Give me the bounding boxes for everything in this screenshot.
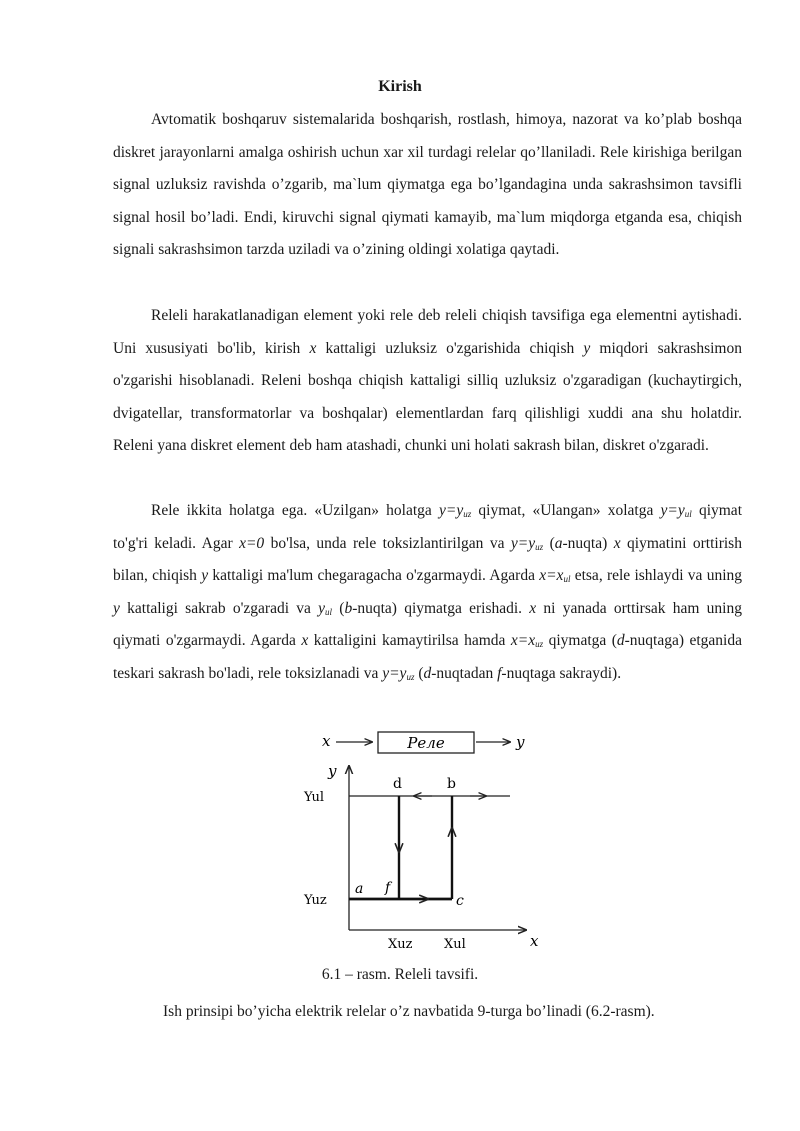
relay-block-label: Реле: [407, 734, 445, 752]
xul-label: Xul: [444, 937, 466, 952]
point-d-label: d: [393, 776, 402, 792]
page-title: Kirish: [378, 78, 422, 95]
y-axis-label: y: [328, 762, 337, 780]
paragraph-types: Ish prinsipi bo’yicha elektrik relelar o’z navbatida 9-turga bo’linadi (6.2-rasm).: [163, 1003, 655, 1020]
block-input-label: x: [322, 732, 331, 750]
paragraph-states: Rele ikkita holatga ega. «Uzilgan» holatga $y=y_{uz}$ qiymat, «Ulangan» xolatga $y=y_{ul}$ qiymat to'g'ri keladi. Agar x=0 bo'lsa, unda rele toksizlantirilgan va $y=y_{uz}$ (a-nuqta) x qiymatini orttirish bilan, chiqish y kattaligi ma'lum chegaragacha o'zgarmaydi. Agarda $x=x_{ul}$ etsa, rele ishlaydi va uning y kattaligi sakrab o'zgaradi va $y_{ul}$ (b-nuqta) qiymatga erishadi. x ni yanada orttirsak ham uning qiymati o'zgarmaydi. Agarda x kattaligini kamaytirilsa hamda $x=x_{uz}$ qiymatga (d-nuqtaga) etganida teskari sakrash bo'ladi, rele toksizlanadi va $y=y_{uz}$ (d-nuqtadan f-nuqtaga sakraydi).: [113, 502, 742, 682]
point-b-label: b: [447, 776, 456, 792]
point-f-label: f: [385, 880, 391, 896]
point-a-label: a: [355, 881, 364, 897]
paragraph-definition: Releli harakatlanadigan element yoki rele deb releli chiqish tavsifiga ega elementni aytishadi. Uni xususiyati bo'lib, kirish x kattaligi uzluksiz o'zgarishida chiqish y miqdori sakrashsimon o'zgarishi hisoblanadi. Releni boshqa chiqish kattaligi silliq uzluksiz o'zgaradigan (kuchaytirgich, dvigatellar, transformatorlar va boshqalar) elementlardan farq qilishligi xuddi ana shu holatdir. Releni yana diskret element deb ham atashadi, chunki uni holati sakrash bilan, diskret o'zgaradi.: [113, 307, 742, 455]
block-output-label: y: [516, 733, 525, 751]
paragraph-intro: Avtomatik boshqaruv sistemalarida boshqarish, rostlash, himoya, nazorat va ko’plab boshqa diskret jarayonlarni amalga oshirish uchun xar xil turdagi relelar qo’llaniladi. Rele kirishiga berilgan signal uzluksiz ravishda o’zgarib, ma`lum qiymatga ega bo’lgandagina unda sakrashsimon tavsifli signal hosil bo’ladi. Endi, kiruvchi signal qiymati kamayib, ma`lum miqdorga etganda esa, chiqish signali sakrashsimon tarzda uziladi va o’zining oldingi xolatiga qaytadi.: [113, 111, 742, 259]
yuz-label: Yuz: [304, 893, 327, 908]
xuz-label: Xuz: [388, 937, 413, 952]
relay-characteristic-figure: [300, 724, 550, 952]
point-c-label: c: [456, 893, 464, 909]
figure-caption: 6.1 – rasm. Releli tavsifi.: [321, 966, 479, 983]
yul-label: Yul: [304, 790, 324, 805]
x-axis-label: x: [530, 932, 539, 950]
